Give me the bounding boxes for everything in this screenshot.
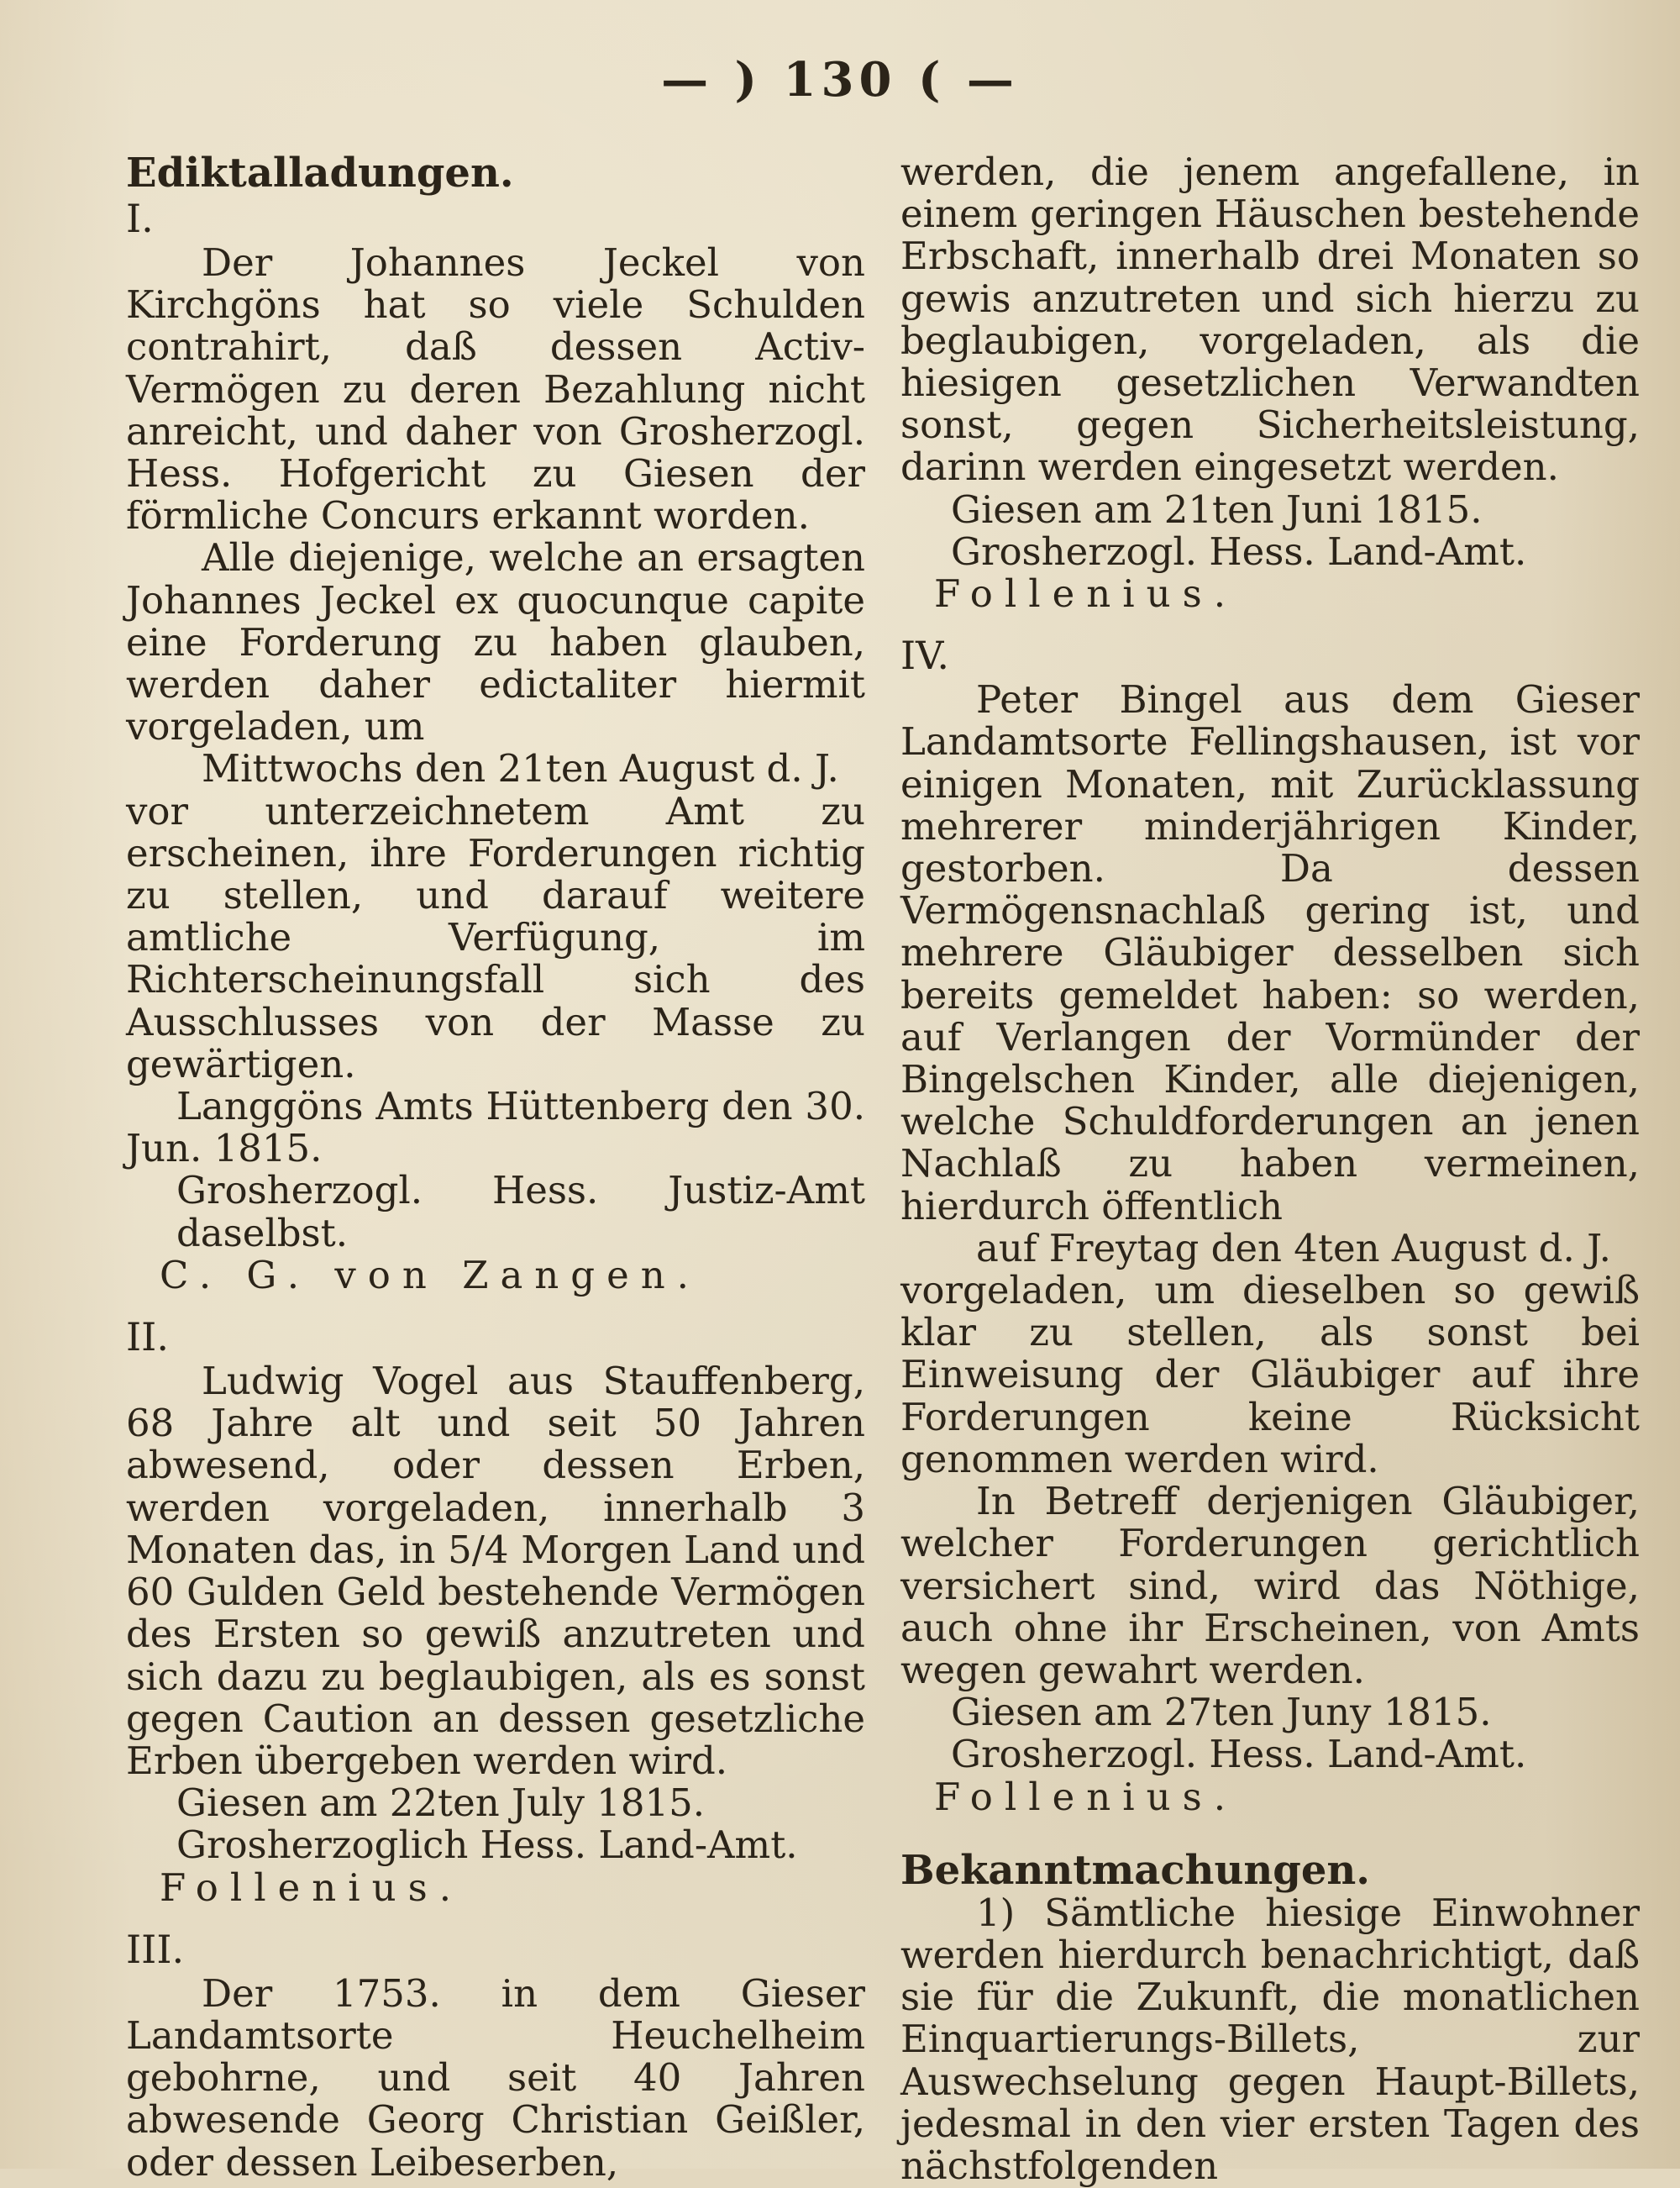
signature-name: Follenius. [160,1865,464,1910]
signature-name: Follenius. [934,571,1238,617]
paragraph: 1) Sämtliche hiesige Einwohner werden hierdurch benachrichtigt, daß sie für die Zukunft, die monatlichen Einquartierungs-Billets, zur Auswechselung gegen Haupt-Billets, jedesmal in den vier ersten Tagen des nächstfolgenden [900,1890,1640,2188]
page-number: — ) 130 ( — [661,52,1019,108]
place-date: Giesen am 27ten Juny 1815. [951,1690,1492,1735]
place-date: Langgöns Amts Hüttenberg den 30. Jun. 1815. [126,1084,865,1171]
paragraph: Der Johannes Jeckel von Kirchgöns hat so viele Schulden contrahirt, daß dessen Activ-Vermögen zu deren Bezahlung nicht anreicht, und daher von Grosherzogl. Hess. Hofgericht zu Giesen der förmliche Concurs erkannt worden. [126,240,865,539]
right-column [900,151,1640,2187]
section-heading-ediktalladungen: Ediktalladungen. [126,150,514,197]
date-line: Mittwochs den 21ten August d. J. [202,746,839,792]
signature-name: C. G. von Zangen. [160,1252,701,1297]
paragraph: Alle diejenige, welche an ersagten Johannes Jeckel ex quocunque capite eine Forderung zu haben glauben, werden daher edictaliter hiermit vorgeladen, um [126,535,865,749]
place-date: Giesen am 21ten Juni 1815. [951,487,1483,532]
paragraph: Peter Bingel aus dem Gieser Landamtsorte Fellingshausen, ist vor einigen Monaten, mit Zurücklassung mehrerer minderjährigen Kinder, gestorben. Da dessen Vermögensnachlaß gering ist, und mehrere Gläubiger desselben sich bereits gemeldet haben: so werden, auf Verlangen der Vormünder der Bingelschen Kinder, alle diejenigen, welche Schuldforderungen an jenen Nachlaß zu haben vermeinen, hierdurch öffentlich [900,677,1640,1228]
left-column [126,151,865,2184]
paragraph: werden, die jenem angefallene, in einem geringen Häuschen bestehende Erbschaft, innerhalb drei Monaten so gewis anzutreten und sich hierzu zu beglaubigen, vorgeladen, als die hiesigen gesetzlichen Verwandten sonst, gegen Sicherheitsleistung, darinn werden eingesetzt werden. [900,150,1640,490]
section-numeral-4: IV. [900,633,949,679]
section-numeral-1: I. [126,196,154,241]
paragraph: Ludwig Vogel aus Stauffenberg, 68 Jahre alt und seit 50 Jahren abwesend, oder dessen Erben, werden vorgeladen, innerhalb 3 Monaten das, in 5/4 Morgen Land und 60 Gulden Geld bestehende Vermögen des Ersten so gewiß anzutreten und sich dazu zu beglaubigen, als es sonst gegen Caution an dessen gesetzliche Erben übergeben werden wird. [126,1359,865,1783]
paragraph: Der 1753. in dem Gieser Landamtsorte Heuchelheim gebohrne, und seit 40 Jahren abwesende Georg Christian Geißler, oder dessen Leibeserben, [126,1970,865,2185]
paragraph: In Betreff derjenigen Gläubiger, welcher Forderungen gerichtlich versichert sind, wird das Nöthige, auch ohne ihr Erscheinen, von Amts wegen gewahrt werden. [900,1479,1640,1692]
signature-office: Grosherzogl. Hess. Land-Amt. [951,1732,1527,1777]
paragraph: vorgeladen, um dieselben so gewiß klar zu stellen, als sonst bei Einweisung der Gläubiger auf ihre Forderungen keine Rücksicht genommen werden wird. [900,1268,1640,1481]
date-line: auf Freytag den 4ten August d. J. [976,1225,1611,1270]
section-numeral-3: III. [126,1926,185,1972]
signature-office: Grosherzogl. Hess. Justiz-Amt daselbst. [176,1168,865,1255]
signature-office: Grosherzogl. Hess. Land-Amt. [951,529,1527,574]
place-date: Giesen am 22ten July 1815. [176,1780,706,1826]
section-heading-bekanntmachungen: Bekanntmachungen. [900,1846,1370,1894]
paragraph: vor unterzeichnetem Amt zu erscheinen, ihre Forderungen richtig zu stellen, und darauf weitere amtliche Verfügung, im Richterscheinungsfall sich des Ausschlusses von der Masse zu gewärtigen. [126,788,865,1086]
signature-office: Grosherzoglich Hess. Land-Amt. [176,1822,798,1868]
signature-name: Follenius. [934,1774,1238,1819]
section-numeral-2: II. [126,1314,169,1360]
